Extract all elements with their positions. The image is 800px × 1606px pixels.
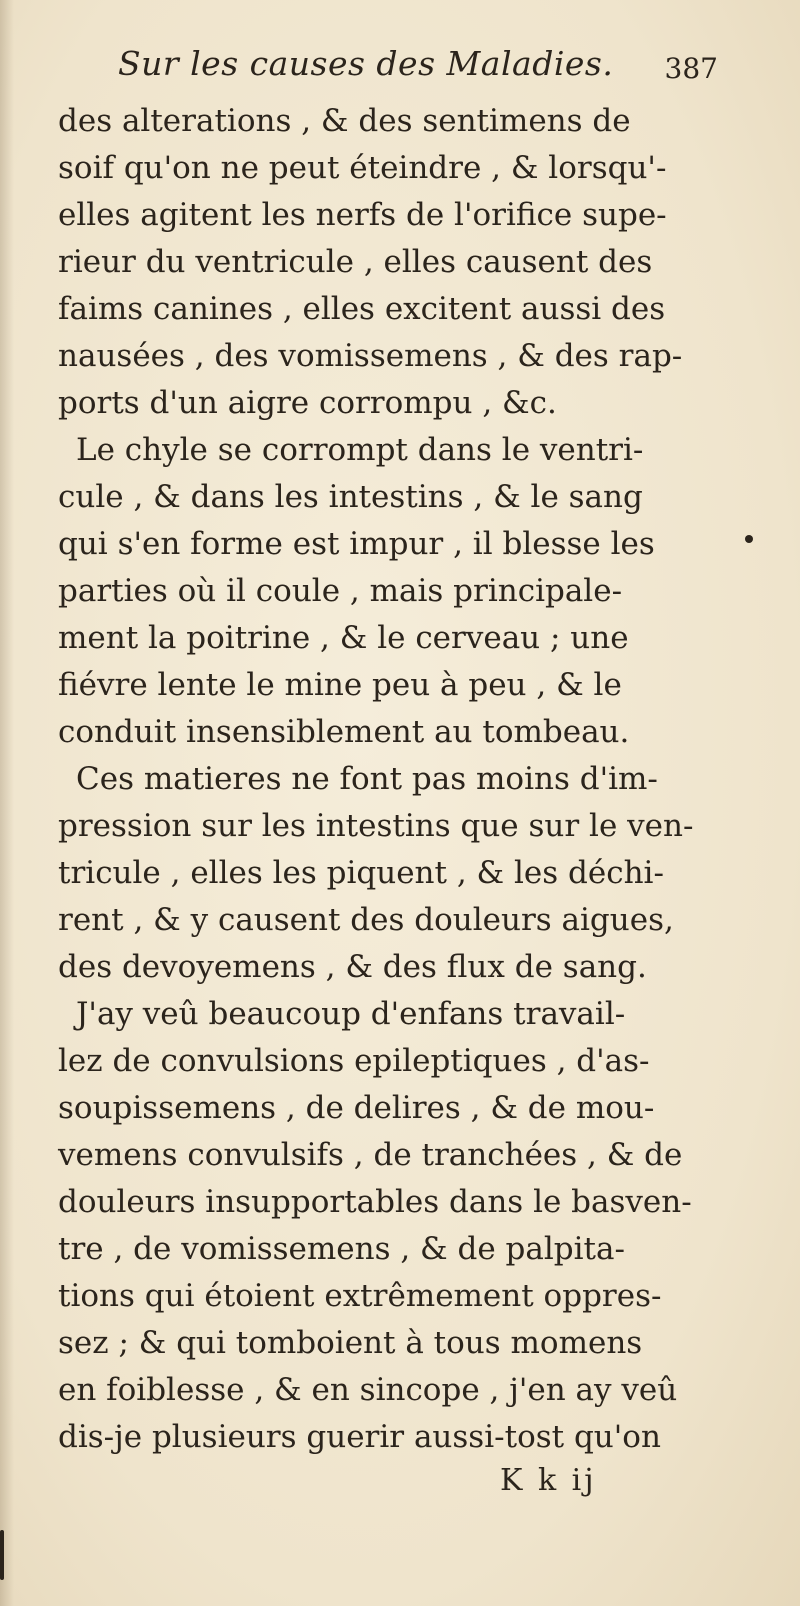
page-header	[118, 44, 718, 94]
text-line: vemens convulsifs , de tranchées , & de	[58, 1137, 683, 1173]
text-line: nausées , des vomissemens , & des rap-	[58, 338, 683, 374]
text-line: fiévre lente le mine peu à peu , & le	[58, 667, 622, 703]
text-line: qui s'en forme est impur , il blesse les	[58, 526, 655, 562]
text-line: parties où il coule , mais principale-	[58, 573, 623, 609]
text-line: tre , de vomissemens , & de palpita-	[58, 1231, 625, 1267]
text-line: rent , & y causent des douleurs aigues,	[58, 902, 674, 938]
paragraph-first-line: J'ay veû beaucoup d'enfans travail-	[76, 996, 626, 1032]
signature-mark: K k ij	[500, 1463, 597, 1498]
text-line: sez ; & qui tomboient à tous momens	[58, 1325, 643, 1361]
text-line: en foiblesse , & en sincope , j'en ay veû	[58, 1372, 678, 1408]
text-line: ports d'un aigre corrompu , &c.	[58, 385, 557, 421]
text-line: faims canines , elles excitent aussi des	[58, 291, 666, 327]
margin-ink-mark	[0, 1530, 4, 1580]
text-line: pression sur les intestins que sur le ven-	[58, 808, 694, 844]
running-title: Sur les causes des Maladies.	[118, 44, 614, 83]
text-line: tions qui étoient extrêmement oppres-	[58, 1278, 662, 1314]
text-line: elles agitent les nerfs de l'orifice supe-	[58, 197, 667, 233]
text-line: des alterations , & des sentimens de	[58, 103, 631, 139]
ink-speck	[745, 535, 753, 543]
text-line: soupissemens , de delires , & de mou-	[58, 1090, 655, 1126]
text-line: ment la poitrine , & le cerveau ; une	[58, 620, 629, 656]
text-line: tricule , elles les piquent , & les déchi-	[58, 855, 664, 891]
gutter-shadow	[0, 0, 14, 1606]
text-line: des devoyemens , & des flux de sang.	[58, 949, 647, 985]
text-line: rieur du ventricule , elles causent des	[58, 244, 653, 280]
text-line: cule , & dans les intestins , & le sang	[58, 479, 643, 515]
paragraph-first-line: Ces matieres ne font pas moins d'im-	[76, 761, 658, 797]
text-line: conduit insensiblement au tombeau.	[58, 714, 630, 750]
text-line: douleurs insupportables dans le basven-	[58, 1184, 692, 1220]
text-line: lez de convulsions epileptiques , d'as-	[58, 1043, 650, 1079]
text-line: soif qu'on ne peut éteindre , & lorsqu'-	[58, 150, 667, 186]
text-line: dis-je plusieurs guerir aussi-tost qu'on	[58, 1419, 661, 1455]
page-number: 387	[664, 52, 718, 85]
paragraph-first-line: Le chyle se corrompt dans le ventri-	[76, 432, 644, 468]
